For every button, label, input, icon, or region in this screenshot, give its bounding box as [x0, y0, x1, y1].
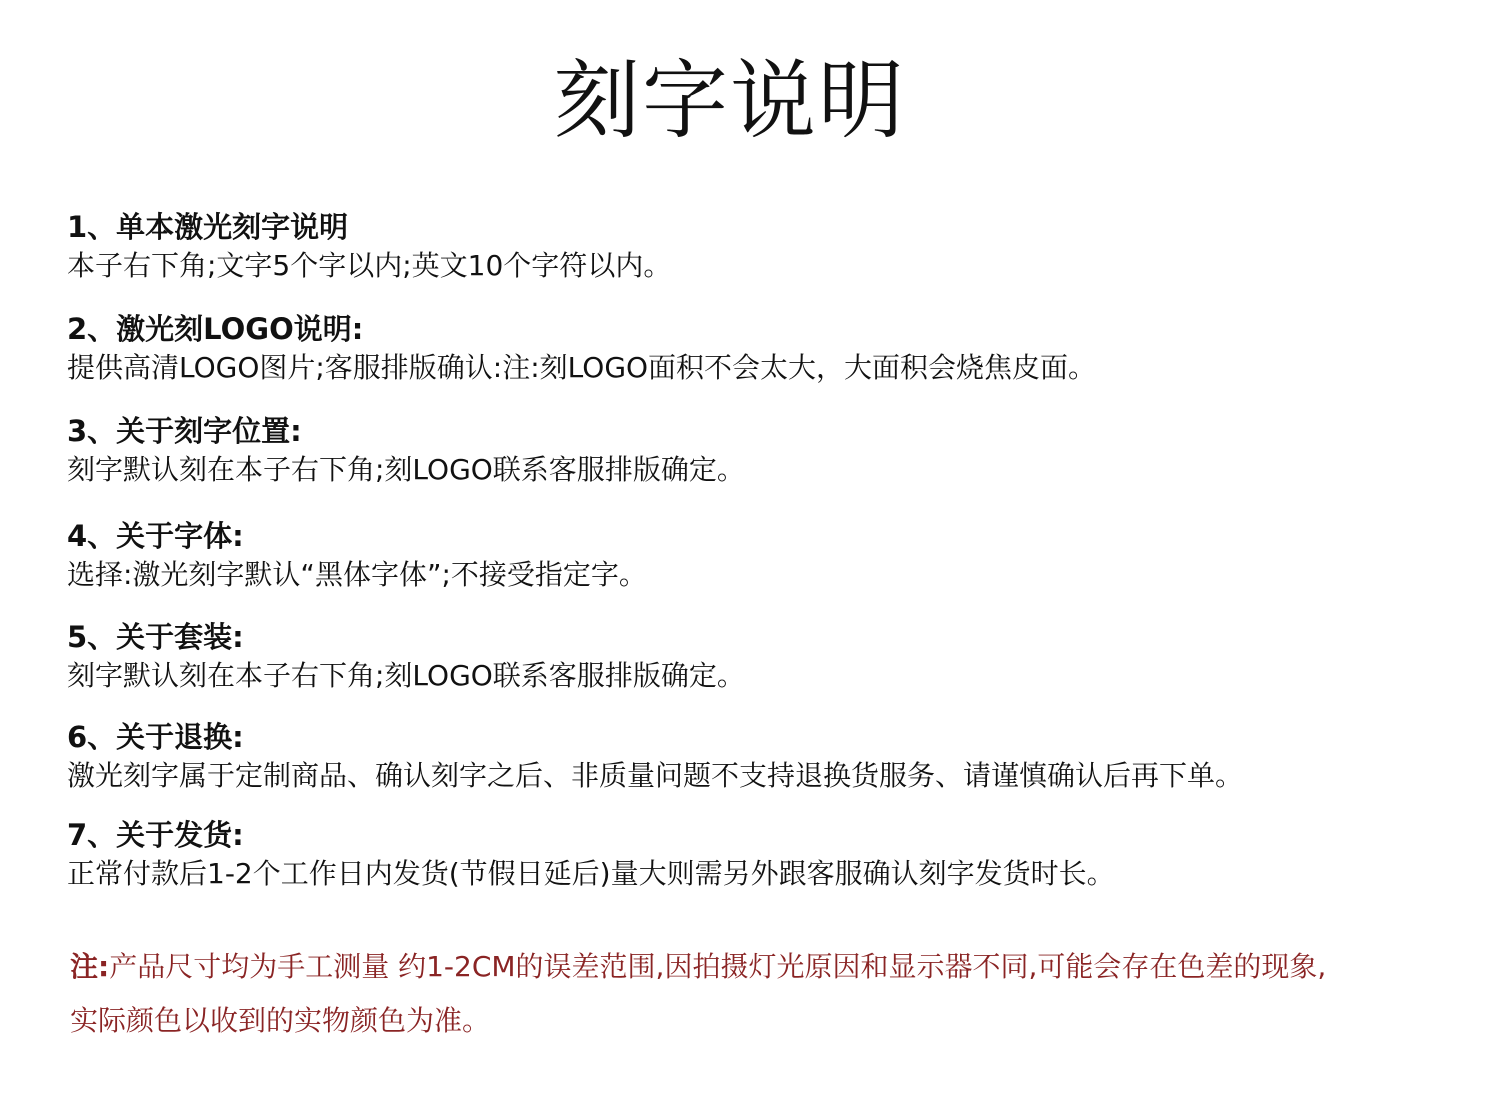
section-body: 提供高清LOGO图片;客服排版确认:注:刻LOGO面积不会太大，大面积会烧焦皮面。: [67, 351, 1097, 384]
section-body: 激光刻字属于定制商品、确认刻字之后、非质量问题不支持退换货服务、请谨慎确认后再下单。: [67, 759, 1244, 792]
section-2: [67, 310, 1467, 388]
section-heading: 7、关于发货:: [67, 818, 244, 852]
section-body: 刻字默认刻在本子右下角;刻LOGO联系客服排版确定。: [67, 659, 745, 692]
note-label: 注:: [70, 950, 110, 983]
section-4: [67, 517, 1467, 595]
section-heading: 3、关于刻字位置:: [67, 414, 302, 448]
page-title: 刻字说明: [554, 51, 906, 151]
section-7: [67, 816, 1467, 894]
section-heading: 4、关于字体:: [67, 519, 244, 553]
section-body: 本子右下角;文字5个字以内;英文10个字符以内。: [67, 249, 672, 282]
section-6: [67, 718, 1467, 796]
section-1: [67, 208, 1467, 286]
section-5: [67, 618, 1467, 696]
note-text-2: 实际颜色以收到的实物颜色为准。: [70, 1004, 491, 1037]
note-text-1: 产品尺寸均为手工测量 约1-2CM的误差范围,因拍摄灯光原因和显示器不同,可能会存在色差的现象,: [109, 950, 1327, 983]
section-3: [67, 412, 1467, 490]
section-heading: 2、激光刻LOGO说明:: [67, 312, 364, 346]
disclaimer-note: [70, 940, 1480, 1048]
section-heading: 1、单本激光刻字说明: [67, 210, 349, 244]
section-body: 正常付款后1-2个工作日内发货(节假日延后)量大则需另外跟客服确认刻字发货时长。: [67, 857, 1115, 890]
section-heading: 5、关于套装:: [67, 620, 244, 654]
section-body: 刻字默认刻在本子右下角;刻LOGO联系客服排版确定。: [67, 453, 745, 486]
section-body: 选择:激光刻字默认“黑体字体”;不接受指定字。: [67, 558, 647, 591]
section-heading: 6、关于退换:: [67, 720, 244, 754]
note-line-1: [70, 940, 1480, 994]
